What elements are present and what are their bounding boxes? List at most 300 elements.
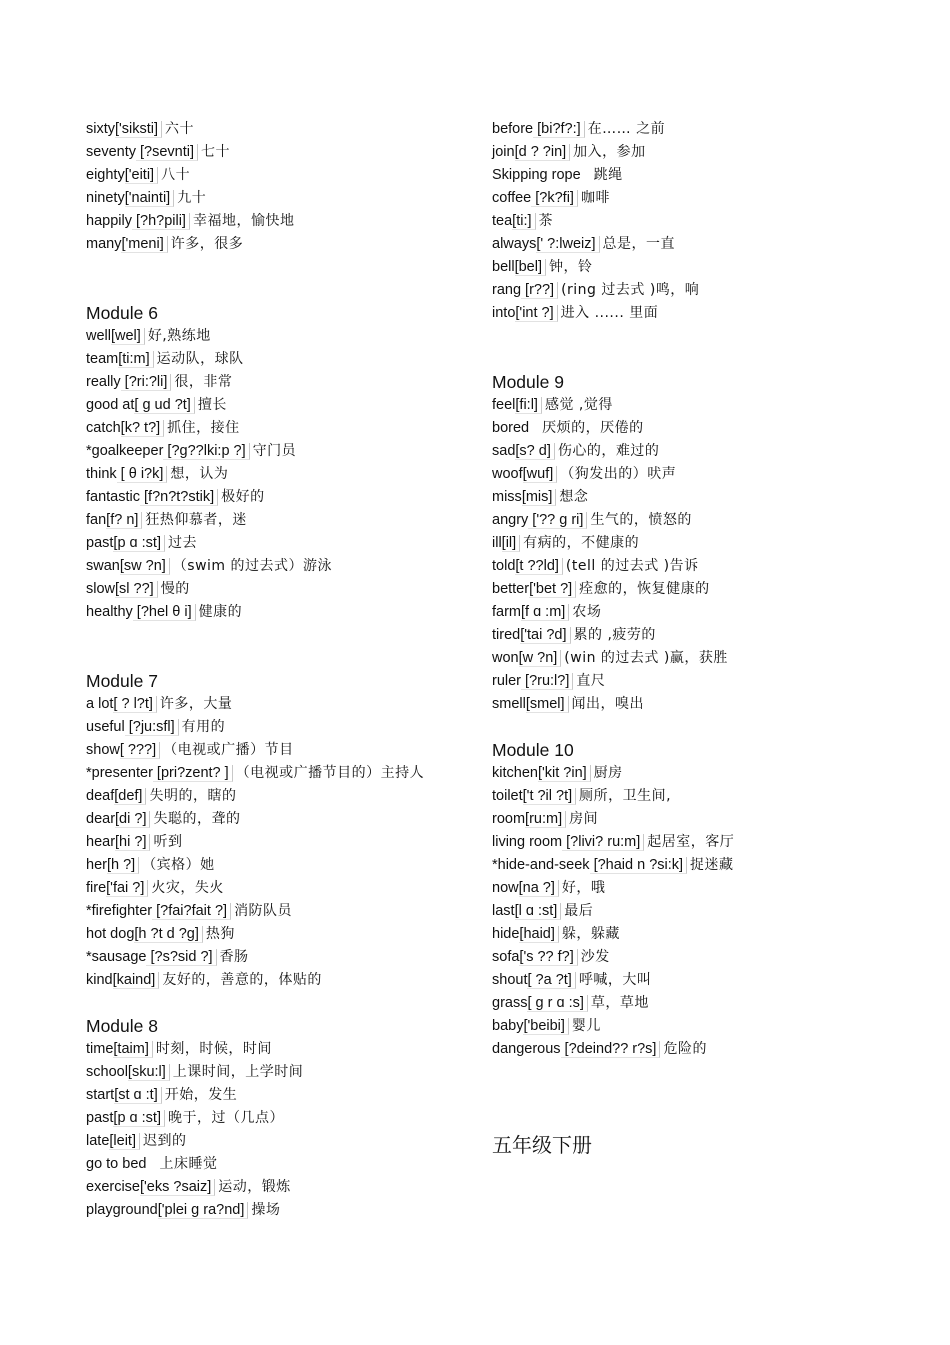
vocab-word: past bbox=[86, 1110, 114, 1126]
vocab-phonetic: [f ɑ :m] bbox=[521, 604, 569, 621]
vocab-word: better bbox=[492, 581, 530, 597]
vocab-entry bbox=[492, 486, 912, 509]
vocab-word: catch bbox=[86, 420, 121, 436]
spacer bbox=[86, 624, 466, 670]
vocab-entry bbox=[86, 463, 466, 486]
vocab-phonetic: [k? t?] bbox=[121, 420, 165, 437]
vocab-entry bbox=[492, 831, 912, 854]
vocab-entry bbox=[86, 923, 466, 946]
vocab-meaning: 农场 bbox=[572, 604, 602, 620]
vocab-phonetic: ['kit ?in] bbox=[538, 765, 591, 782]
vocab-phonetic: [?s?sid ?] bbox=[146, 949, 216, 966]
vocab-word: baby bbox=[492, 1018, 524, 1034]
vocab-entry bbox=[86, 555, 466, 578]
vocab-phonetic: [fi:l] bbox=[515, 397, 542, 414]
vocab-meaning: 伤心的，难过的 bbox=[557, 443, 660, 459]
vocab-entry bbox=[492, 394, 912, 417]
module-8-list bbox=[86, 1038, 466, 1222]
vocab-entry bbox=[492, 1038, 912, 1061]
vocab-entry bbox=[492, 463, 912, 486]
vocab-phonetic: [?ju:sfl] bbox=[125, 719, 179, 736]
vocab-phonetic: [pri?zent? ] bbox=[153, 765, 233, 782]
vocab-entry bbox=[86, 417, 466, 440]
vocab-meaning: 擅长 bbox=[197, 397, 227, 413]
vocab-phonetic: [smel] bbox=[526, 696, 569, 713]
vocab-word: room bbox=[492, 811, 526, 827]
vocab-meaning: 时刻，时候，时间 bbox=[155, 1041, 272, 1057]
vocab-word: living room bbox=[492, 834, 563, 850]
vocab-phonetic: [bel] bbox=[515, 259, 546, 276]
vocab-meaning: （狗发出的）吠声 bbox=[560, 466, 677, 482]
vocab-phonetic: ['beibi] bbox=[523, 1018, 568, 1035]
vocab-word: deaf bbox=[86, 788, 115, 804]
vocab-meaning: 火灾，失火 bbox=[151, 880, 224, 896]
vocab-word: angry bbox=[492, 512, 529, 528]
vocab-word: fire bbox=[86, 880, 107, 896]
vocab-meaning: 房间 bbox=[569, 811, 599, 827]
vocab-entry bbox=[86, 808, 466, 831]
vocab-entry bbox=[86, 164, 466, 187]
vocab-phonetic: [?h?pili] bbox=[132, 213, 190, 230]
vocab-meaning: 有用的 bbox=[181, 719, 226, 735]
vocab-phonetic: [p ɑ :st] bbox=[113, 535, 165, 552]
vocab-meaning: 慢的 bbox=[160, 581, 190, 597]
vocab-meaning: 生气的，愤怒的 bbox=[590, 512, 692, 528]
vocab-word: dear bbox=[86, 811, 116, 827]
vocab-entry bbox=[86, 348, 466, 371]
vocab-meaning: （宾格）她 bbox=[142, 857, 215, 873]
vocab-phonetic: [l ɑ :st] bbox=[515, 903, 562, 920]
vocab-word: eighty bbox=[86, 167, 125, 183]
vocab-meaning: 茶 bbox=[538, 213, 554, 229]
vocab-word: feel bbox=[492, 397, 516, 413]
vocab-phonetic bbox=[581, 167, 584, 183]
vocab-word: *goalkeeper bbox=[86, 443, 164, 459]
vocab-entry bbox=[86, 532, 466, 555]
vocab-entry bbox=[492, 302, 912, 325]
vocab-entry bbox=[86, 946, 466, 969]
vocab-word: useful bbox=[86, 719, 125, 735]
vocab-phonetic bbox=[146, 1156, 149, 1172]
vocab-entry bbox=[492, 693, 912, 716]
vocab-meaning: 极好的 bbox=[221, 489, 265, 505]
vocab-meaning: （swim 的过去式）游泳 bbox=[172, 558, 333, 574]
vocab-entry bbox=[492, 417, 912, 440]
vocab-entry bbox=[86, 1061, 466, 1084]
vocab-meaning: 友好的，善意的，体贴的 bbox=[162, 972, 322, 988]
vocab-word: happily bbox=[86, 213, 132, 229]
left-column bbox=[86, 118, 466, 1222]
vocab-phonetic: [s? d] bbox=[515, 443, 554, 460]
vocab-meaning: 失聪的，聋的 bbox=[153, 811, 241, 827]
vocab-entry bbox=[492, 647, 912, 670]
vocab-phonetic: ['plei g ra?nd] bbox=[158, 1202, 249, 1219]
vocab-entry bbox=[86, 1084, 466, 1107]
vocab-meaning: 九十 bbox=[177, 190, 207, 206]
vocab-phonetic: [h ?] bbox=[107, 857, 139, 874]
vocab-word: last bbox=[492, 903, 515, 919]
vocab-phonetic: [f? n] bbox=[106, 512, 142, 529]
vocab-phonetic: [sku:l] bbox=[128, 1064, 170, 1081]
vocab-phonetic: [di ?] bbox=[115, 811, 150, 828]
module-6-heading: Module 6 bbox=[86, 303, 158, 323]
vocab-entry bbox=[492, 279, 912, 302]
vocab-meaning: 钟，铃 bbox=[549, 259, 593, 275]
vocab-entry bbox=[492, 118, 912, 141]
vocab-phonetic: [f?n?t?stik] bbox=[140, 489, 218, 506]
spacer bbox=[86, 256, 466, 302]
vocab-meaning: 总是，一直 bbox=[602, 236, 676, 252]
vocab-word: playground bbox=[86, 1202, 158, 1218]
vocab-phonetic: [kaind] bbox=[113, 972, 160, 989]
vocab-phonetic: [?ri:?li] bbox=[121, 374, 172, 391]
vocab-meaning: 幸福地，愉快地 bbox=[192, 213, 295, 229]
spacer bbox=[86, 992, 466, 1015]
vocab-word: hide bbox=[492, 926, 520, 942]
vocab-entry bbox=[86, 325, 466, 348]
vocab-word: now bbox=[492, 880, 519, 896]
vocab-meaning: （电视或广播）节目 bbox=[163, 742, 294, 758]
vocab-phonetic: ['nainti] bbox=[125, 190, 175, 207]
vocab-entry bbox=[492, 969, 912, 992]
vocab-phonetic: [wel] bbox=[111, 328, 145, 345]
vocab-phonetic: [na ?] bbox=[519, 880, 559, 897]
vocab-word: seventy bbox=[86, 144, 136, 160]
vocab-phonetic: [h ?t d ?g] bbox=[134, 926, 203, 943]
vocab-word: sad bbox=[492, 443, 516, 459]
vocab-entry bbox=[86, 1130, 466, 1153]
vocab-meaning: 香肠 bbox=[219, 949, 249, 965]
vocab-word: late bbox=[86, 1133, 110, 1149]
vocab-word: hear bbox=[86, 834, 116, 850]
vocab-phonetic: [?haid n ?si:k] bbox=[590, 857, 688, 874]
vocab-entry bbox=[86, 486, 466, 509]
vocab-meaning: (ring 过去式 )鸣，响 bbox=[561, 282, 700, 298]
vocab-entry bbox=[86, 509, 466, 532]
vocab-phonetic bbox=[529, 420, 532, 436]
vocab-word: shout bbox=[492, 972, 528, 988]
vocab-entry bbox=[492, 808, 912, 831]
vocab-word: into bbox=[492, 305, 516, 321]
vocab-phonetic: [ θ i?k] bbox=[117, 466, 168, 483]
vocab-entry bbox=[86, 716, 466, 739]
module-10-heading: Module 10 bbox=[492, 740, 574, 760]
vocab-meaning: 累的 ,疲劳的 bbox=[573, 627, 656, 643]
vocab-phonetic: [' ?:lweiz] bbox=[536, 236, 599, 253]
vocab-entry bbox=[492, 670, 912, 693]
vocab-word: fantastic bbox=[86, 489, 140, 505]
vocab-meaning: 好,熟练地 bbox=[147, 328, 211, 344]
vocab-phonetic: ['eks ?saiz] bbox=[140, 1179, 215, 1196]
vocab-entry bbox=[492, 233, 912, 256]
vocab-word: sofa bbox=[492, 949, 520, 965]
vocab-meaning: 草，草地 bbox=[590, 995, 649, 1011]
vocab-meaning: （电视或广播节目的）主持人 bbox=[235, 765, 425, 781]
vocab-entry bbox=[492, 854, 912, 877]
vocab-meaning: 厕所，卫生间, bbox=[579, 788, 672, 804]
vocab-word: grass bbox=[492, 995, 528, 1011]
vocab-meaning: 抓住，接住 bbox=[167, 420, 240, 436]
vocab-entry bbox=[492, 509, 912, 532]
vocab-meaning: 痊愈的，恢复健康的 bbox=[579, 581, 710, 597]
vocab-meaning: 危险的 bbox=[663, 1041, 707, 1057]
vocab-meaning: 上课时间，上学时间 bbox=[172, 1064, 304, 1080]
vocab-meaning: (win 的过去式 )赢，获胜 bbox=[564, 650, 728, 666]
vocab-word: slow bbox=[86, 581, 116, 597]
vocab-word: bell bbox=[492, 259, 515, 275]
vocab-word: dangerous bbox=[492, 1041, 561, 1057]
vocab-phonetic: [ru:m] bbox=[525, 811, 566, 828]
vocab-word: sixty bbox=[86, 121, 115, 137]
vocab-word: healthy bbox=[86, 604, 133, 620]
vocab-meaning: 过去 bbox=[167, 535, 197, 551]
vocab-meaning: 操场 bbox=[251, 1202, 281, 1218]
vocab-entry bbox=[86, 762, 466, 785]
grade-title: 五年级下册 bbox=[492, 1133, 592, 1157]
vocab-entry bbox=[492, 946, 912, 969]
module-7-list bbox=[86, 693, 466, 992]
vocab-meaning: 沙发 bbox=[580, 949, 610, 965]
vocab-phonetic: [mis] bbox=[522, 489, 557, 506]
vocab-phonetic: [?ru:l?] bbox=[521, 673, 573, 690]
vocab-word: before bbox=[492, 121, 534, 137]
vocab-word: always bbox=[492, 236, 537, 252]
vocab-entry bbox=[86, 601, 466, 624]
vocab-meaning: 上床睡觉 bbox=[159, 1156, 218, 1172]
vocab-word: toilet bbox=[492, 788, 523, 804]
vocab-word: think bbox=[86, 466, 117, 482]
vocab-entry bbox=[492, 762, 912, 785]
spacer bbox=[492, 1061, 912, 1130]
vocab-phonetic: [sw ?n] bbox=[120, 558, 170, 575]
vocab-meaning: 迟到的 bbox=[142, 1133, 187, 1149]
vocab-phonetic: [?deind?? r?s] bbox=[561, 1041, 661, 1058]
vocab-entry bbox=[492, 785, 912, 808]
module-10-list bbox=[492, 762, 912, 1061]
vocab-entry bbox=[86, 854, 466, 877]
vocab-word: Skipping rope bbox=[492, 167, 581, 183]
vocab-entry bbox=[86, 394, 466, 417]
module-8-heading: Module 8 bbox=[86, 1016, 158, 1036]
vocab-phonetic: ['?? g ri] bbox=[528, 512, 587, 529]
vocab-phonetic: [haid] bbox=[519, 926, 558, 943]
vocab-phonetic: [t ??ld] bbox=[515, 558, 563, 575]
vocab-entry bbox=[492, 532, 912, 555]
vocab-entry bbox=[86, 141, 466, 164]
vocab-entry bbox=[86, 210, 466, 233]
vocab-meaning: 感觉 ,觉得 bbox=[544, 397, 613, 413]
vocab-entry bbox=[492, 141, 912, 164]
vocab-word: her bbox=[86, 857, 107, 873]
vocab-meaning: 躲，躲藏 bbox=[561, 926, 620, 942]
vocab-phonetic: [ g r ɑ :s] bbox=[527, 995, 587, 1012]
vocab-phonetic: [?sevnti] bbox=[136, 144, 198, 161]
vocab-meaning: 七十 bbox=[201, 144, 231, 160]
vocab-meaning: 运动队，球队 bbox=[156, 351, 244, 367]
vocab-word: good at bbox=[86, 397, 135, 413]
vocab-entry bbox=[86, 578, 466, 601]
vocab-word: woof bbox=[492, 466, 523, 482]
vocab-meaning: 许多，大量 bbox=[159, 696, 233, 712]
vocab-phonetic: [sl ??] bbox=[115, 581, 158, 598]
module-9-list bbox=[492, 394, 912, 716]
vocab-entry bbox=[86, 877, 466, 900]
vocab-meaning: 加入，参加 bbox=[573, 144, 646, 160]
vocab-phonetic: [d ? ?in] bbox=[515, 144, 571, 161]
vocab-word: tired bbox=[492, 627, 521, 643]
vocab-phonetic: [bi?f?:] bbox=[533, 121, 585, 138]
vocab-meaning: 有病的，不健康的 bbox=[523, 535, 640, 551]
vocab-entry bbox=[86, 118, 466, 141]
vocab-word: really bbox=[86, 374, 121, 390]
vocab-phonetic: [ti:m] bbox=[118, 351, 153, 368]
vocab-word: a lot bbox=[86, 696, 114, 712]
vocab-meaning: 捉迷藏 bbox=[690, 857, 734, 873]
vocab-meaning: 好，哦 bbox=[561, 880, 606, 896]
vocab-word: go to bed bbox=[86, 1156, 147, 1172]
vocab-meaning: 健康的 bbox=[198, 604, 243, 620]
vocab-word: miss bbox=[492, 489, 522, 505]
vocab-word: *firefighter bbox=[86, 903, 153, 919]
vocab-phonetic: [w ?n] bbox=[519, 650, 562, 667]
vocab-phonetic: ['int ?] bbox=[515, 305, 557, 322]
vocab-meaning: 婴儿 bbox=[571, 1018, 601, 1034]
vocab-phonetic: [hi ?] bbox=[115, 834, 150, 851]
vocab-meaning: 很，非常 bbox=[174, 374, 233, 390]
vocab-entry bbox=[492, 164, 912, 187]
vocab-entry bbox=[86, 371, 466, 394]
vocab-entry bbox=[492, 187, 912, 210]
vocab-entry bbox=[86, 900, 466, 923]
vocab-entry bbox=[86, 1199, 466, 1222]
vocab-meaning: 消防队员 bbox=[234, 903, 293, 919]
vocab-entry bbox=[86, 969, 466, 992]
vocab-entry bbox=[86, 1176, 466, 1199]
vocab-phonetic: ['meni] bbox=[121, 236, 167, 253]
vocab-word: start bbox=[86, 1087, 115, 1103]
vocab-phonetic: ['siksti] bbox=[115, 121, 162, 138]
vocab-phonetic: [ti:] bbox=[512, 213, 535, 230]
vocab-meaning: 守门员 bbox=[252, 443, 297, 459]
vocab-phonetic: [?k?fi] bbox=[531, 190, 578, 207]
vocab-phonetic: [taim] bbox=[113, 1041, 152, 1058]
vocab-phonetic: [wuf] bbox=[523, 466, 558, 483]
vocab-word: tea bbox=[492, 213, 513, 229]
vocab-word: smell bbox=[492, 696, 526, 712]
vocab-word: coffee bbox=[492, 190, 532, 206]
vocab-phonetic: ['tai ?d] bbox=[520, 627, 570, 644]
vocab-word: *hide-and-seek bbox=[492, 857, 590, 873]
vocab-word: farm bbox=[492, 604, 521, 620]
vocab-meaning: 咖啡 bbox=[580, 190, 610, 206]
vocab-phonetic: [def] bbox=[114, 788, 146, 805]
vocab-entry bbox=[86, 1038, 466, 1061]
vocab-entry bbox=[86, 693, 466, 716]
vocab-word: won bbox=[492, 650, 519, 666]
vocab-word: ill bbox=[492, 535, 502, 551]
vocab-word: past bbox=[86, 535, 114, 551]
vocab-word: kitchen bbox=[492, 765, 538, 781]
vocab-group-numbers bbox=[86, 118, 466, 256]
vocab-meaning: 厨房 bbox=[593, 765, 623, 781]
vocab-word: well bbox=[86, 328, 111, 344]
vocab-word: team bbox=[86, 351, 119, 367]
vocab-meaning: 运动，锻炼 bbox=[218, 1179, 291, 1195]
vocab-entry bbox=[492, 1015, 912, 1038]
vocab-word: swan bbox=[86, 558, 120, 574]
vocab-meaning: 起居室，客厅 bbox=[647, 834, 735, 850]
spacer bbox=[492, 325, 912, 371]
vocab-word: kind bbox=[86, 972, 113, 988]
vocab-word: exercise bbox=[86, 1179, 140, 1195]
vocab-entry bbox=[492, 578, 912, 601]
vocab-word: many bbox=[86, 236, 122, 252]
vocab-meaning: 最后 bbox=[564, 903, 594, 919]
vocab-entry bbox=[492, 900, 912, 923]
vocab-meaning: (tell 的过去式 )告诉 bbox=[565, 558, 699, 574]
vocab-word: time bbox=[86, 1041, 114, 1057]
vocab-word: *presenter bbox=[86, 765, 153, 781]
vocab-meaning: 许多，很多 bbox=[170, 236, 244, 252]
module-6-list bbox=[86, 325, 466, 624]
vocab-entry bbox=[86, 1107, 466, 1130]
vocab-entry bbox=[86, 739, 466, 762]
vocab-meaning: 厌烦的，厌倦的 bbox=[542, 420, 644, 436]
vocab-phonetic: ['t ?il ?t] bbox=[523, 788, 577, 805]
vocab-phonetic: [?hel θ i] bbox=[133, 604, 196, 621]
vocab-entry bbox=[86, 785, 466, 808]
vocab-word: join bbox=[492, 144, 515, 160]
vocab-word: *sausage bbox=[86, 949, 147, 965]
vocab-word: bored bbox=[492, 420, 530, 436]
vocab-meaning: 晚于，过（几点） bbox=[167, 1110, 284, 1126]
vocab-meaning: 八十 bbox=[161, 167, 191, 183]
vocab-meaning: 狂热仰慕者，迷 bbox=[145, 512, 247, 528]
vocab-phonetic: [ ? l?t] bbox=[113, 696, 157, 713]
vocab-entry bbox=[492, 877, 912, 900]
vocab-entry bbox=[492, 624, 912, 647]
vocab-meaning: 六十 bbox=[165, 121, 195, 137]
vocab-meaning: 呼喊，大叫 bbox=[578, 972, 652, 988]
vocab-entry bbox=[492, 992, 912, 1015]
vocab-meaning: 想念 bbox=[559, 489, 589, 505]
vocab-entry bbox=[86, 233, 466, 256]
vocab-phonetic: [st ɑ :t] bbox=[114, 1087, 162, 1104]
vocab-meaning: 直尺 bbox=[576, 673, 606, 689]
vocab-entry bbox=[86, 831, 466, 854]
vocab-meaning: 进入 ...... 里面 bbox=[560, 305, 659, 321]
vocab-phonetic: [ g ud ?t] bbox=[134, 397, 194, 414]
vocab-phonetic: [p ɑ :st] bbox=[113, 1110, 165, 1127]
vocab-meaning: 热狗 bbox=[205, 926, 235, 942]
vocab-entry bbox=[492, 601, 912, 624]
vocab-entry bbox=[86, 187, 466, 210]
vocab-word: ruler bbox=[492, 673, 522, 689]
vocab-entry bbox=[492, 440, 912, 463]
right-column bbox=[492, 118, 912, 1160]
vocab-phonetic: [il] bbox=[502, 535, 521, 552]
vocab-meaning: 在…… 之前 bbox=[587, 121, 666, 137]
vocab-phonetic: ['bet ?] bbox=[529, 581, 576, 598]
vocab-entry bbox=[492, 555, 912, 578]
spacer bbox=[492, 716, 912, 739]
vocab-entry bbox=[492, 210, 912, 233]
vocab-meaning: 想，认为 bbox=[170, 466, 229, 482]
vocab-meaning: 听到 bbox=[153, 834, 183, 850]
vocab-phonetic: [?g??lki:p ?] bbox=[163, 443, 249, 460]
vocab-word: fan bbox=[86, 512, 107, 528]
vocab-entry bbox=[492, 923, 912, 946]
